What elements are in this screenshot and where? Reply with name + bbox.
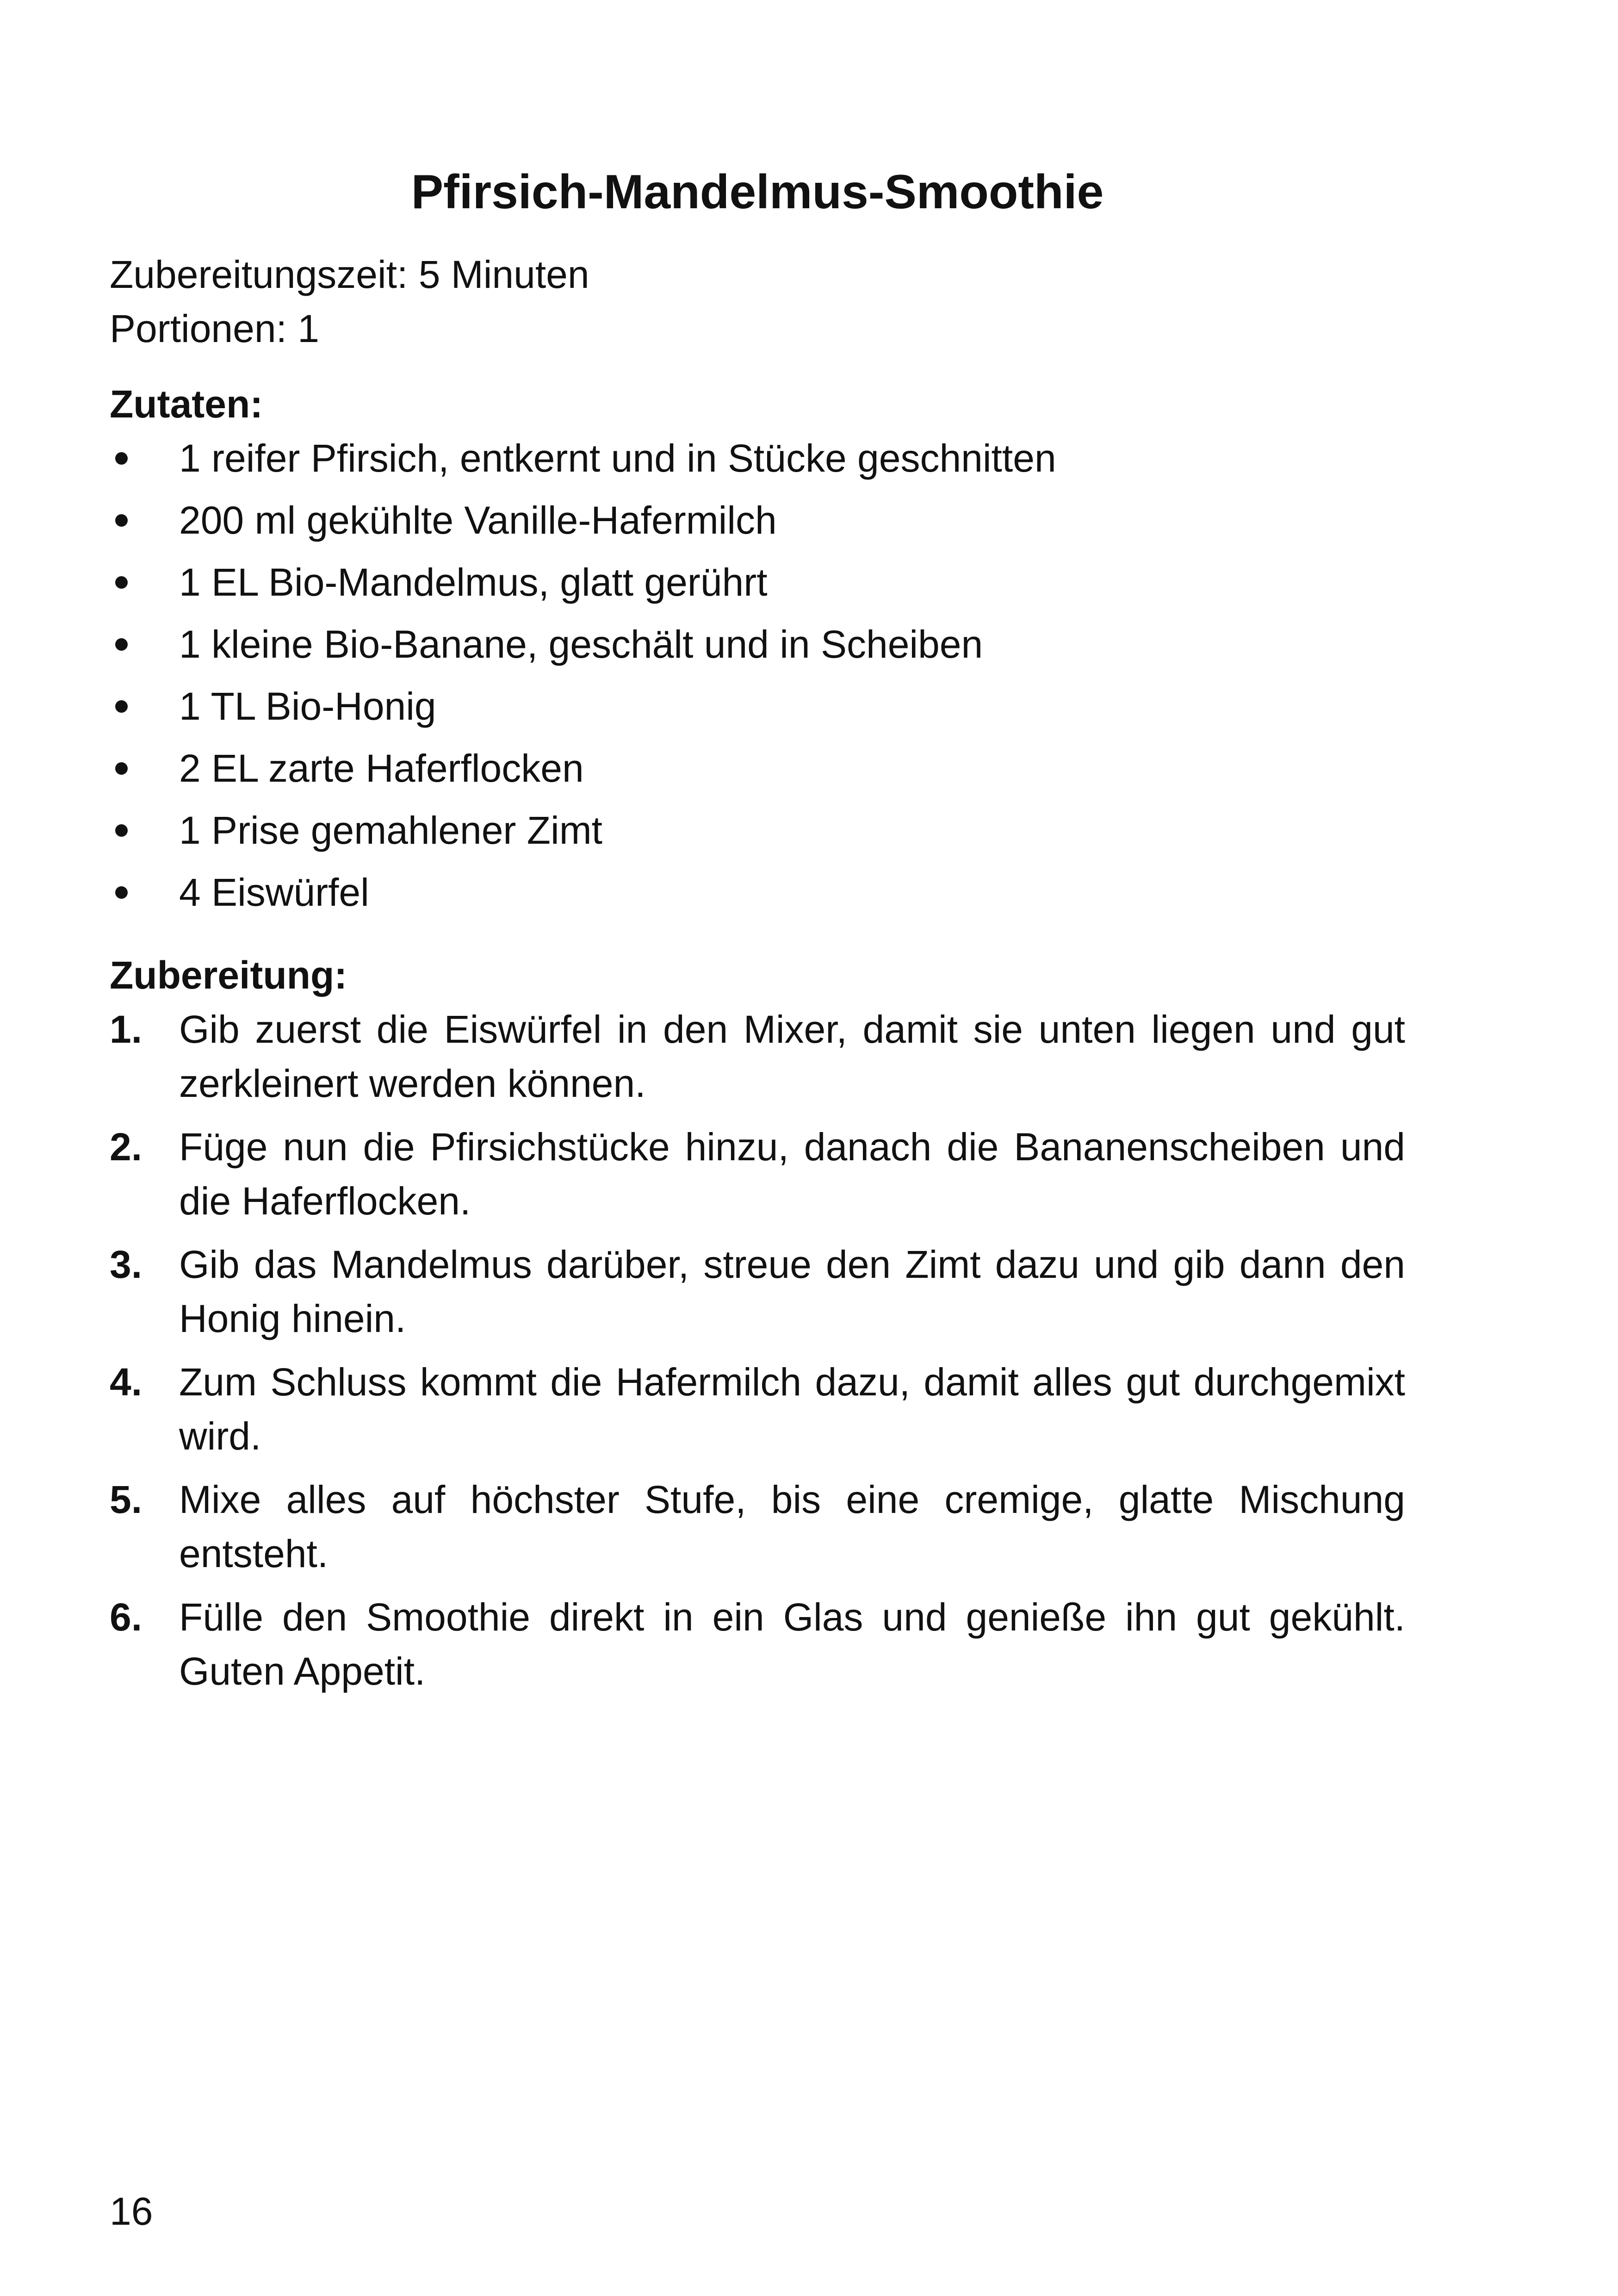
step-text: Mixe alles auf höchster Stufe, bis eine cremige, glatte Mischung entsteht. [179,1478,1405,1575]
ingredient-text: 2 EL zarte Haferflocken [179,747,584,790]
step-text: Füge nun die Pfirsichstücke hinzu, danach die Bananenscheiben und die Haferflocken. [179,1125,1405,1223]
step-item [110,1590,1405,1699]
step-text: Fülle den Smoothie direkt in ein Glas und genieße ihn gut gekühlt. Guten Appetit. [179,1595,1405,1693]
step-number: 4. [110,1360,143,1404]
ingredient-item [110,865,1405,920]
step-text: Gib zuerst die Eiswürfel in den Mixer, damit sie unten liegen und gut zerkleinert werden können. [179,1008,1405,1105]
step-text: Zum Schluss kommt die Hafermilch dazu, damit alles gut durchgemixt wird. [179,1360,1405,1458]
step-text: Gib das Mandelmus darüber, streue den Zimt dazu und gib dann den Honig hinein. [179,1243,1405,1340]
ingredient-item [110,679,1405,734]
servings: Portionen: 1 [110,307,319,350]
ingredient-item [110,555,1405,610]
ingredient-text: 1 kleine Bio-Banane, geschält und in Scheiben [179,622,983,666]
recipe-title: Pfirsich-Mandelmus-Smoothie [411,165,1104,219]
bullet-icon [115,576,128,589]
prep-time: Zubereitungszeit: 5 Minuten [110,253,589,296]
bullet-icon [115,700,128,713]
step-number: 5. [110,1478,143,1521]
ingredient-item [110,803,1405,858]
step-item [110,1002,1405,1111]
ingredient-item [110,431,1405,485]
step-item [110,1473,1405,1581]
step-item [110,1120,1405,1228]
ingredient-text: 4 Eiswürfel [179,871,369,914]
ingredient-text: 1 TL Bio-Honig [179,684,436,728]
step-number: 2. [110,1125,143,1169]
ingredients-list [110,431,1405,920]
step-item [110,1238,1405,1346]
page-number: 16 [110,2190,153,2233]
ingredient-text: 1 Prise gemahlener Zimt [179,809,603,852]
ingredient-item [110,617,1405,672]
ingredient-item [110,493,1405,548]
step-number: 3. [110,1243,143,1286]
bullet-icon [115,514,128,527]
recipe-page [110,162,1405,1708]
ingredients-heading: Zutaten: [110,382,263,426]
step-number: 1. [110,1008,143,1051]
bullet-icon [115,762,128,775]
bullet-icon [115,638,128,651]
steps-heading: Zubereitung: [110,953,347,997]
bullet-icon [115,824,128,837]
steps-list [110,1002,1405,1699]
ingredient-item [110,741,1405,796]
bullet-icon [115,886,128,899]
bullet-icon [115,452,128,465]
step-number: 6. [110,1595,143,1639]
step-item [110,1355,1405,1463]
ingredient-text: 200 ml gekühlte Vanille-Hafermilch [179,498,777,542]
ingredient-text: 1 reifer Pfirsich, entkernt und in Stücke geschnitten [179,436,1056,480]
ingredient-text: 1 EL Bio-Mandelmus, glatt gerührt [179,560,768,604]
